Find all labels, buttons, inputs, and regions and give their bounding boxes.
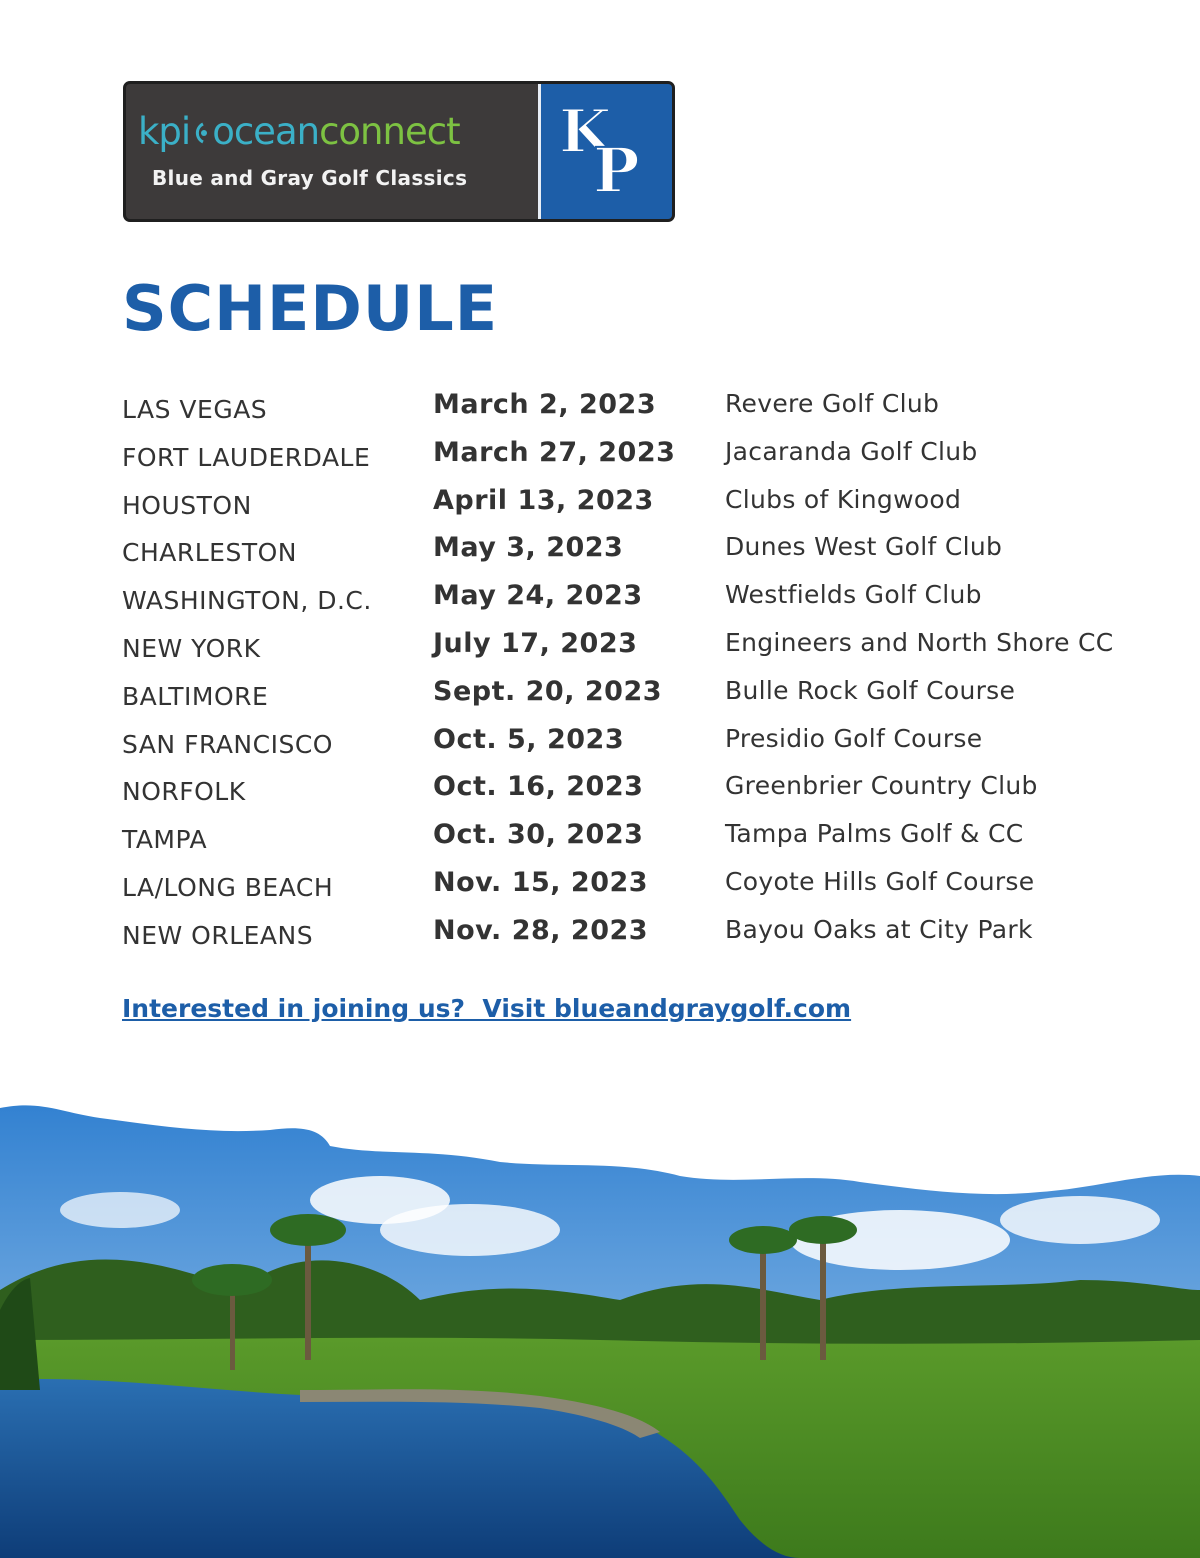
schedule-row — [0, 815, 1200, 863]
schedule-row — [0, 624, 1200, 672]
schedule-row — [0, 481, 1200, 529]
event-venue: Bayou Oaks at City Park — [725, 914, 1033, 944]
event-date: Oct. 5, 2023 — [433, 723, 625, 755]
golf-course-photo — [0, 1090, 1200, 1558]
event-date: July 17, 2023 — [433, 627, 638, 659]
event-date: March 27, 2023 — [433, 436, 676, 468]
schedule-row — [0, 863, 1200, 911]
event-city: SAN FRANCISCO — [122, 729, 333, 759]
event-venue: Bulle Rock Golf Course — [725, 675, 1016, 705]
schedule-row — [0, 433, 1200, 481]
event-date: Nov. 28, 2023 — [433, 914, 649, 946]
event-city: LAS VEGAS — [122, 395, 268, 424]
event-logo — [123, 81, 675, 222]
logo-kpi: kpi — [138, 110, 191, 153]
join-link[interactable]: Interested in joining us? Visit blueandgraygolf.com — [122, 994, 852, 1023]
svg-text:K: K — [559, 97, 612, 167]
logo-wordmark-panel — [126, 84, 538, 219]
schedule-list — [0, 385, 1200, 959]
event-city: TAMPA — [122, 825, 208, 855]
kp-monogram-art — [541, 84, 672, 219]
event-venue: Presidio Golf Course — [725, 723, 983, 753]
schedule-row — [0, 576, 1200, 624]
schedule-row — [0, 528, 1200, 576]
wave-icon — [191, 120, 211, 146]
event-city: FORT LAUDERDALE — [122, 442, 371, 472]
event-date: Oct. 16, 2023 — [433, 771, 644, 803]
event-date: Sept. 20, 2023 — [433, 675, 663, 707]
event-venue: Clubs of Kingwood — [725, 484, 962, 514]
event-date: Oct. 30, 2023 — [433, 819, 644, 851]
event-venue: Revere Golf Club — [725, 389, 940, 418]
event-city: NEW YORK — [122, 633, 261, 663]
event-city: CHARLESTON — [122, 538, 297, 568]
event-venue: Tampa Palms Golf & CC — [725, 819, 1024, 849]
schedule-row — [0, 385, 1200, 433]
page-title: SCHEDULE — [122, 272, 499, 345]
event-date: April 13, 2023 — [433, 484, 654, 516]
event-city: BALTIMORE — [122, 681, 269, 711]
event-date: May 24, 2023 — [433, 580, 643, 612]
event-venue: Coyote Hills Golf Course — [725, 866, 1035, 896]
event-city: WASHINGTON, D.C. — [122, 586, 372, 616]
event-city: HOUSTON — [122, 490, 252, 520]
event-date: March 2, 2023 — [433, 389, 657, 420]
event-venue: Engineers and North Shore CC — [725, 627, 1114, 657]
event-city: NORFOLK — [122, 777, 246, 807]
event-venue: Jacaranda Golf Club — [725, 436, 978, 466]
schedule-row — [0, 767, 1200, 815]
event-venue: Dunes West Golf Club — [725, 532, 1003, 562]
logo-subtitle: Blue and Gray Golf Classics — [152, 166, 468, 190]
svg-text:P: P — [593, 134, 640, 207]
schedule-row — [0, 720, 1200, 768]
event-venue: Westfields Golf Club — [725, 580, 982, 610]
kp-monogram — [538, 84, 672, 219]
schedule-row — [0, 672, 1200, 720]
schedule-row — [0, 911, 1200, 959]
event-venue: Greenbrier Country Club — [725, 771, 1038, 801]
logo-brand-name — [138, 110, 460, 153]
event-city: LA/LONG BEACH — [122, 872, 334, 902]
event-city: NEW ORLEANS — [122, 920, 314, 950]
event-date: Nov. 15, 2023 — [433, 866, 649, 898]
event-date: May 3, 2023 — [433, 532, 624, 564]
logo-connect: connect — [319, 110, 460, 153]
logo-ocean: ocean — [212, 110, 320, 153]
